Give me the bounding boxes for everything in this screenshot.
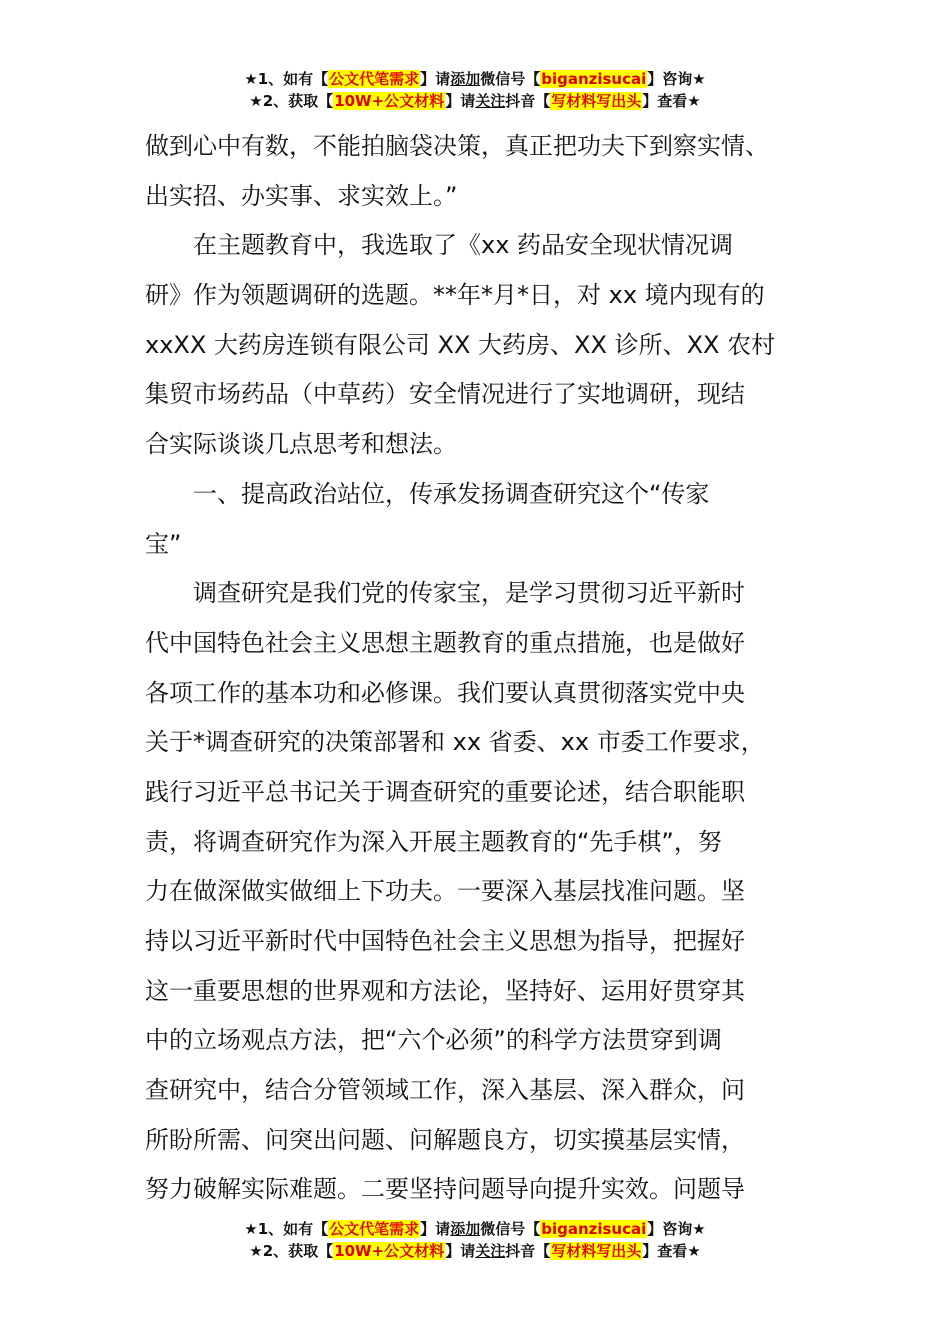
banner-text: ★2、获取【	[249, 1242, 334, 1260]
banner-text: 】请	[420, 70, 451, 88]
body-line: 关于*调查研究的决策部署和 xx 省委、xx 市委工作要求，	[145, 728, 765, 757]
highlight-materials: 10W+公文材料	[334, 92, 445, 110]
banner-text: 微信号【	[480, 70, 541, 88]
body-line: 力在做深做实做细上下功夫。一要深入基层找准问题。坚	[145, 877, 745, 906]
body-line: 做到心中有数，不能拍脑袋决策，真正把功夫下到察实情、	[145, 132, 769, 160]
highlight-wechat-id: biganzisucai	[541, 1220, 647, 1238]
banner-text: ★2、获取【	[249, 92, 334, 110]
banner-text: 】请	[420, 1220, 451, 1238]
banner-text: 】咨询★	[647, 70, 706, 88]
highlight-douyin-id: 写材料写出头	[551, 92, 642, 110]
highlight-wechat-id: biganzisucai	[541, 70, 647, 88]
footer-banner	[0, 1218, 950, 1262]
banner-text: ★1、如有【	[244, 70, 329, 88]
banner-text: 微信号【	[480, 1220, 541, 1238]
banner-emphasis: 关注	[475, 92, 506, 110]
banner-line-1	[0, 1218, 950, 1240]
body-line: 践行习近平总书记关于调查研究的重要论述，结合职能职	[145, 777, 745, 806]
banner-text: 】查看★	[642, 1242, 701, 1260]
body-line: 努力破解实际难题。二要坚持问题导向提升实效。问题导	[145, 1175, 745, 1204]
banner-text: ★1、如有【	[244, 1220, 329, 1238]
banner-emphasis: 关注	[475, 1242, 506, 1260]
banner-emphasis: 添加	[450, 70, 481, 88]
banner-line-2	[0, 90, 950, 112]
banner-line-2	[0, 1240, 950, 1262]
body-line: 中的立场观点方法，把“六个必须”的科学方法贯穿到调	[145, 1026, 722, 1055]
section-heading-line: 一、提高政治站位，传承发扬调查研究这个“传家	[145, 479, 710, 508]
highlight-materials: 10W+公文材料	[334, 1242, 445, 1260]
banner-text: 抖音【	[505, 1242, 551, 1260]
banner-text: 抖音【	[505, 92, 551, 110]
banner-line-1	[0, 68, 950, 90]
highlight-service: 公文代笔需求	[329, 1220, 420, 1238]
body-line: 调查研究是我们党的传家宝，是学习贯彻习近平新时	[145, 579, 745, 608]
highlight-douyin-id: 写材料写出头	[551, 1242, 642, 1260]
body-line: 查研究中，结合分管领域工作，深入基层、深入群众，问	[145, 1076, 745, 1105]
section-heading-line: 宝”	[145, 529, 182, 558]
body-line: 集贸市场药品（中草药）安全情况进行了实地调研，现结	[145, 380, 745, 409]
body-line: 代中国特色社会主义思想主题教育的重点措施，也是做好	[145, 628, 745, 657]
body-line: 出实招、办实事、求实效上。”	[145, 181, 458, 210]
banner-text: 】咨询★	[647, 1220, 706, 1238]
banner-text: 】请	[445, 92, 476, 110]
highlight-service: 公文代笔需求	[329, 70, 420, 88]
banner-emphasis: 添加	[450, 1220, 481, 1238]
header-banner	[0, 68, 950, 112]
body-line: 所盼所需、问突出问题、问解题良方，切实摸基层实情，	[145, 1125, 745, 1154]
body-line: 各项工作的基本功和必修课。我们要认真贯彻落实党中央	[145, 678, 745, 707]
banner-text: 】请	[445, 1242, 476, 1260]
body-line: 研》作为领题调研的选题。**年*月*日，对 xx 境内现有的	[145, 281, 765, 310]
body-line: 在主题教育中，我选取了《xx 药品安全现状情况调	[145, 231, 734, 260]
body-line: 合实际谈谈几点思考和想法。	[145, 430, 457, 459]
body-line: 持以习近平新时代中国特色社会主义思想为指导，把握好	[145, 927, 745, 955]
body-line: 这一重要思想的世界观和方法论，坚持好、运用好贯穿其	[145, 976, 745, 1005]
banner-text: 】查看★	[642, 92, 701, 110]
document-body	[145, 122, 805, 1215]
body-line: 责，将调查研究作为深入开展主题教育的“先手棋”，努	[145, 827, 722, 856]
body-line: xxXX 大药房连锁有限公司 XX 大药房、XX 诊所、XX 农村	[145, 330, 776, 359]
